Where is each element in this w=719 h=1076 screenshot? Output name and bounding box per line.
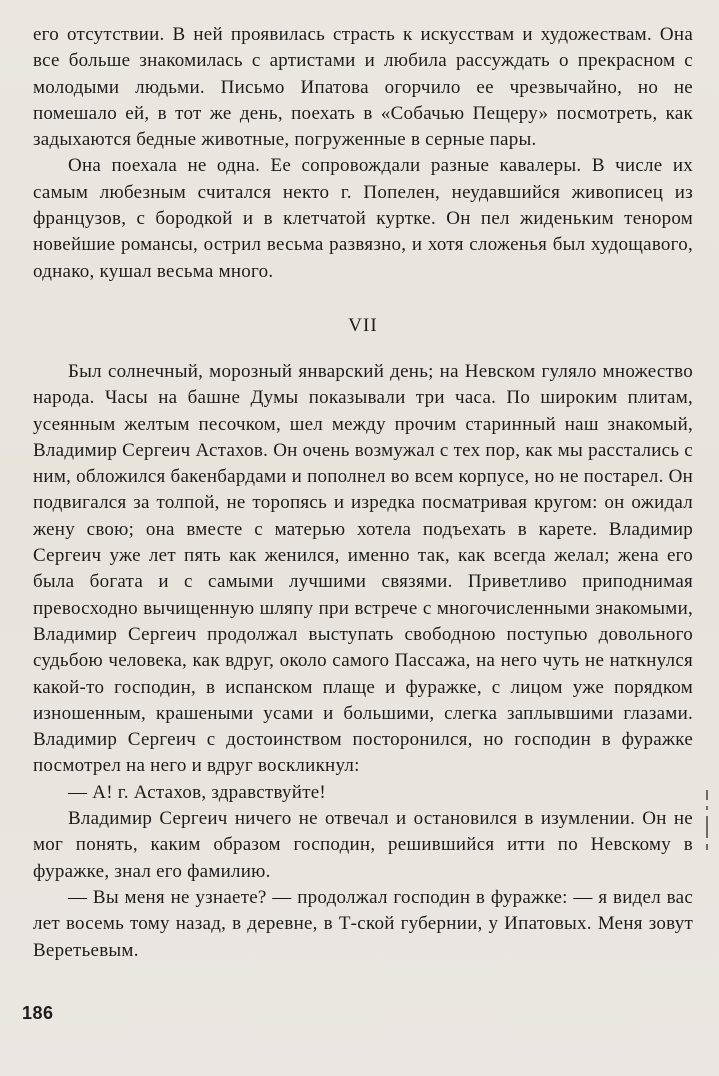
margin-marks — [706, 790, 710, 870]
chapter-heading: VII — [348, 314, 378, 336]
paragraph-nevsky: Был солнечный, морозный январский день; на Невском гуляло множество народа. Часы на башне Думы показывали три часа. По широким плитам, усеянным желтым песочком, шел между прочим старинный наш знакомый, Владимир Сергеич Астахов. Он очень возмужал с тех пор, как мы расстались с ним, обложился бакенбардами и пополнел во всем корпусе, но не постарел. Он подвигался за толпой, не торопясь и изредка посматривая кругом: он ожидал жену свою; она вместе с матерью хотела подъехать в карете. Владимир Сергеич уже лет пять как женился, именно так, как всегда желал; жена его была богата и с самыми лучшими связями. Приветливо приподнимая превосходно вычищенную шляпу при встрече с многочисленными знакомыми, Владимир Сергеич продолжал выступать свободною поступью довольного судьбою человека, как вдруг, около самого Пассажа, на него чуть не наткнулся какой-то господин, в испанском плаще и фуражке, с лицом уже порядком изношенным, крашеными усами и большими, слегка заплывшими глазами. Владимир Сергеич с достоинством посторонился, но господин в фуражке посмотрел на него и вдруг воскликнул: — [33, 360, 693, 777]
page-number: 186 — [22, 1003, 54, 1023]
paragraph-veretyev: — Вы меня не узнаете? — продолжал господин в фуражке: — я видел вас лет восемь тому назад, в деревне, в Т-ской губернии, у Ипатовых. Меня зовут Веретьевым. — [33, 886, 693, 961]
paragraph-continued: его отсутствии. В ней проявилась страсть к искусствам и художествам. Она все больше знакомилась с артистами и любила рассуждать о прекрасном с молодыми людьми. Письмо Ипатова огорчило ее чрезвычайно, но не помешало ей, в тот же день, поехать в «Собачью Пещеру» посмотреть, как задыхаются бедные животные, погруженные в серные пары. — [33, 24, 693, 151]
paragraph-greeting: — А! г. Астахов, здравствуйте! — [68, 781, 327, 803]
text-block — [33, 22, 693, 964]
paragraph-surprise: Владимир Сергеич ничего не отвечал и остановился в изумлении. Он не мог понять, каким образом господин, решившийся итти по Невскому в фуражке, знал его фамилию. — [33, 808, 693, 882]
paragraph-cavaliers: Она поехала не одна. Ее сопровождали разные кавалеры. В числе их самым любезным считался некто г. Попелен, неудавшийся живописец из французов, с бородкой и в клетчатой куртке. Он пел жиденьким тенором новейшие романсы, острил весьма развязно, и хотя сложенья был худощавого, однако, кушал весьма много. — [33, 155, 693, 282]
